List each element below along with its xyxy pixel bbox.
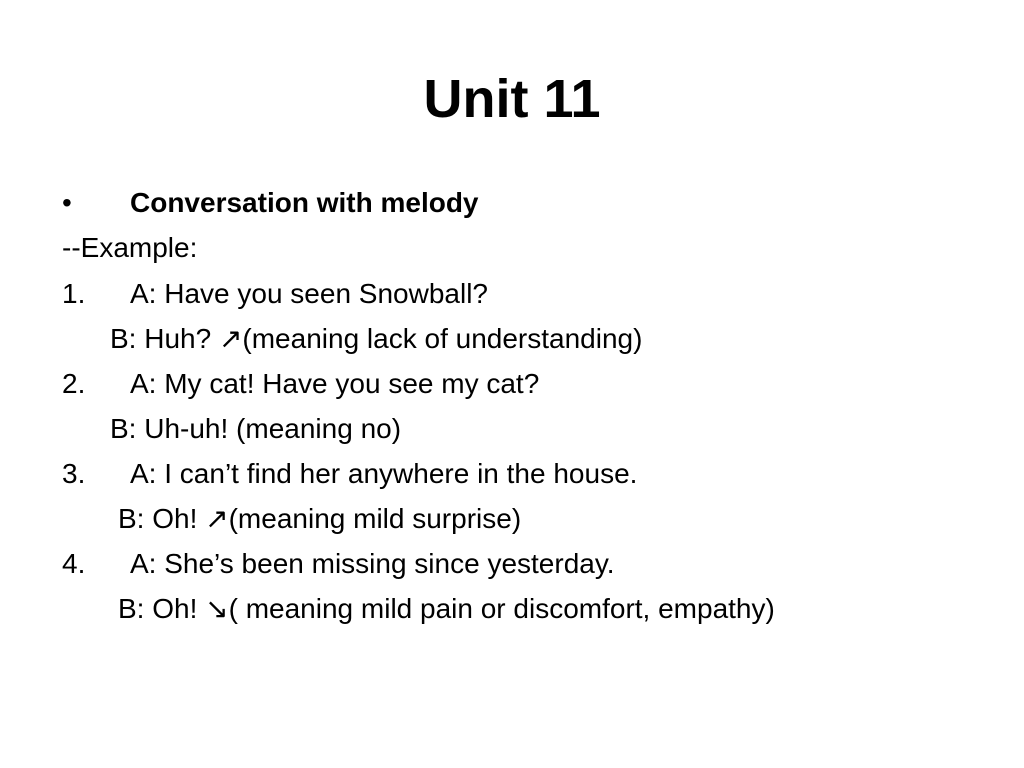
item-4-b-line: B: Oh! ↘( meaning mild pain or discomfort, empathy) [118,593,775,624]
item-2-b-line: B: Uh-uh! (meaning no) [110,413,402,444]
item-3-b-line: B: Oh! ↗(meaning mild surprise) [118,503,522,534]
item-number-3: 3. [62,458,86,489]
item-4-a-line: A: She’s been missing since yesterday. [130,548,615,579]
section-heading: Conversation with melody [130,187,479,218]
item-1-a-line: A: Have you seen Snowball? [130,278,488,309]
item-number-4: 4. [62,548,86,579]
bullet-marker: • [62,187,72,218]
slide-title: Unit 11 [423,69,601,129]
item-2-a-line: A: My cat! Have you see my cat? [130,368,540,399]
item-number-1: 1. [62,278,86,309]
item-1-b-line: B: Huh? ↗(meaning lack of understanding) [110,323,643,354]
item-number-2: 2. [62,368,86,399]
example-label: --Example: [62,232,198,263]
item-3-a-line: A: I can’t find her anywhere in the house. [130,458,638,489]
